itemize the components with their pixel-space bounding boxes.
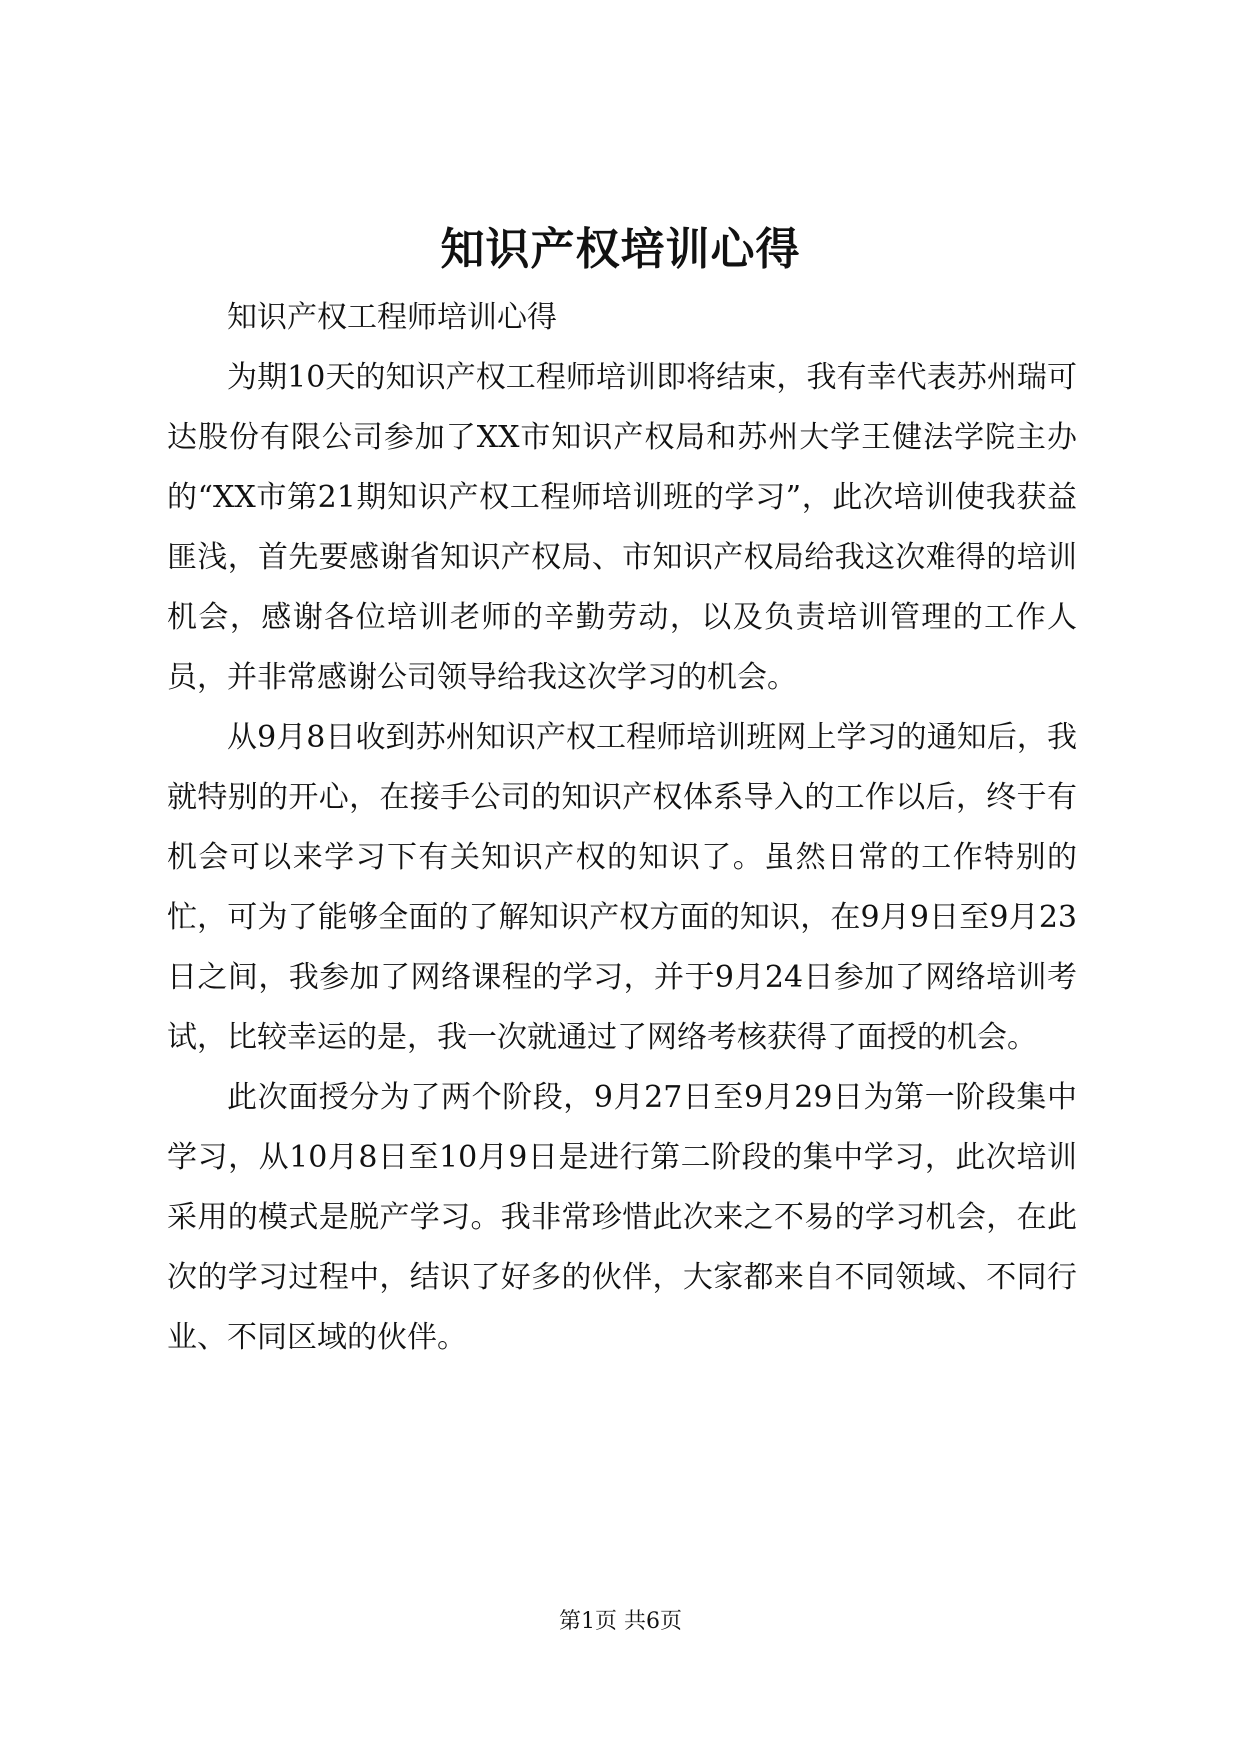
paragraph-1: 为期10天的知识产权工程师培训即将结束，我有幸代表苏州瑞可达股份有限公司参加了XX市知识产权局和苏州大学王健法学院主办的“XX市第21期知识产权工程师培训班的学习”，此次培训使我获益匪浅，首先要感谢省知识产权局、市知识产权局给我这次难得的培训机会，感谢各位培训老师的辛勤劳动，以及负责培训管理的工作人员，并非常感谢公司领导给我这次学习的机会。 bbox=[167, 360, 1077, 695]
paragraph-3: 此次面授分为了两个阶段，9月27日至9月29日为第一阶段集中学习，从10月8日至10月9日是进行第二阶段的集中学习，此次培训采用的模式是脱产学习。我非常珍惜此次来之不易的学习机会，在此次的学习过程中，结识了好多的伙伴，大家都来自不同领域、不同行业、不同区域的伙伴。 bbox=[167, 1080, 1077, 1355]
paragraph-2: 从9月8日收到苏州知识产权工程师培训班网上学习的通知后，我就特别的开心，在接手公司的知识产权体系导入的工作以后，终于有机会可以来学习下有关知识产权的知识了。虽然日常的工作特别的忙，可为了能够全面的了解知识产权方面的知识，在9月9日至9月23日之间，我参加了网络课程的学习，并于9月24日参加了网络培训考试，比较幸运的是，我一次就通过了网络考核获得了面授的机会。 bbox=[167, 720, 1077, 1055]
page-footer: 第1页 共6页 bbox=[559, 1609, 682, 1634]
document-subtitle: 知识产权工程师培训心得 bbox=[227, 300, 557, 335]
document-title: 知识产权培训心得 bbox=[440, 224, 801, 275]
document-body bbox=[167, 288, 1077, 1368]
